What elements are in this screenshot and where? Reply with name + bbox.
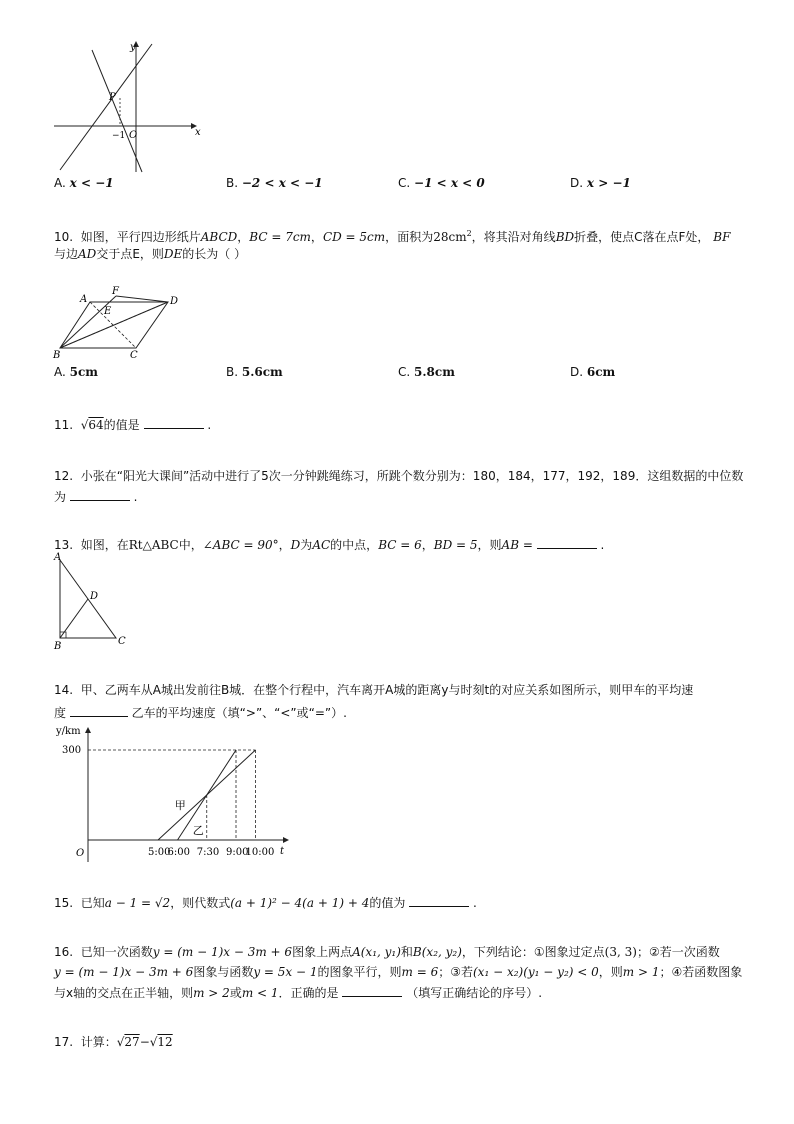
svg-text:E: E [104, 306, 112, 317]
q13-figure [50, 552, 140, 652]
svg-text:B: B [54, 641, 62, 652]
q14-xtick-2: 7:30 [196, 847, 220, 858]
q9-graph [50, 38, 210, 178]
q16-line-3: 与x轴的交点在正半轴，则m > 2或m < 1．正确的是 （填写正确结论的序号）. [54, 986, 543, 1000]
q13-answer-blank[interactable] [537, 536, 597, 549]
q14-ylabel: y/km [56, 726, 81, 737]
q16-line-1: 16. 已知一次函数y = (m − 1)x − 3m + 6图象上两点A(x₁, y₁)和B(x₂, y₂)，下列结论：①图象过定点(3, 3)；②若一次函数 [54, 945, 720, 959]
svg-text:A: A [54, 552, 62, 563]
q9-option-d[interactable]: D. x > −1 [570, 176, 631, 190]
q14-origin: O [76, 848, 85, 859]
q12-line-2: 为 . [54, 490, 138, 504]
q16-line-2: y = (m − 1)x − 3m + 6图象与函数y = 5x − 1的图象平行，则m = 6；③若(x₁ − x₂)(y₁ − y₂) < 0，则m > 1；④若函数图象 [54, 965, 743, 979]
q14-xtick-0: 5:00 [148, 847, 171, 858]
q9-y-label: y [130, 42, 136, 53]
q14-xtick-4: 10:00 [245, 847, 275, 858]
q16-answer-blank[interactable] [342, 984, 402, 997]
q11-sqrt: √64 [80, 418, 104, 432]
q12-answer-blank[interactable] [70, 488, 130, 501]
svg-text:F: F [112, 286, 119, 297]
q13: 13. 如图，在Rt△ABC中，∠ABC = 90°，D为AC的中点，BC = 6，BD = 5，则AB = . [54, 538, 605, 552]
q9-origin: O [129, 130, 138, 141]
q10-figure [50, 284, 190, 364]
q9-p-label: P [109, 92, 116, 103]
q10-option-a[interactable]: A. 5cm [54, 365, 98, 379]
q17-sqrt-2: √12 [149, 1035, 173, 1049]
q14-marks [88, 750, 274, 858]
q17: 17. 计算：√27−√12 [54, 1035, 173, 1049]
svg-text:C: C [130, 350, 138, 361]
q14-series-label-0: 甲 [174, 799, 186, 812]
q14-line-2: 度 乙车的平均速度（填“>”、“<”或“=”）. [54, 706, 347, 720]
q15: 15. 已知a − 1 = √2，则代数式(a + 1)² − 4(a + 1) + 4的值为 . [54, 896, 477, 910]
q14-xtick-3: 9:00 [226, 847, 249, 858]
svg-text:A: A [80, 294, 88, 305]
q14-xlabel: t [280, 846, 285, 857]
q9-tick: −1 [112, 131, 126, 141]
q10-line-2: 与边AD交于点E，则DE的长为（ ） [54, 247, 247, 261]
svg-text:C: C [118, 636, 126, 647]
q9-option-a[interactable]: A. x < −1 [54, 176, 114, 190]
q10-option-b[interactable]: B. 5.6cm [226, 365, 283, 379]
q14-series-label-1: 乙 [192, 824, 204, 837]
q11: 11. √64的值是 . [54, 418, 212, 432]
q14-answer-blank[interactable] [70, 704, 128, 717]
q9-option-b[interactable]: B. −2 < x < −1 [226, 176, 323, 190]
q14-ytick: 300 [62, 745, 82, 756]
svg-text:D: D [170, 296, 179, 307]
svg-text:B: B [53, 350, 61, 361]
q11-answer-blank[interactable] [144, 416, 204, 429]
q9-option-c[interactable]: C. −1 < x < 0 [398, 176, 485, 190]
q10-option-d[interactable]: D. 6cm [570, 365, 616, 379]
q10-line-1: 10. 如图，平行四边形纸片ABCD，BC = 7cm，CD = 5cm，面积为$28cm^2$，将其沿对角线BD折叠，使点C落在点F处， BF [54, 229, 731, 244]
q15-answer-blank[interactable] [409, 894, 469, 907]
q10-option-c[interactable]: C. 5.8cm [398, 365, 455, 379]
svg-text:D: D [90, 591, 99, 602]
q12-line-1: 12. 小张在“阳光大课间”活动中进行了5次一分钟跳绳练习，所跳个数分别为：180，184，177，192，189．这组数据的中位数 [54, 469, 744, 483]
q14-xtick-1: 6:00 [167, 847, 190, 858]
q14-chart [54, 722, 294, 864]
q17-sqrt-1: √27 [116, 1035, 140, 1049]
q9-line-rising [60, 44, 152, 170]
q14-line-1: 14. 甲、乙两车从A城出发前往B城．在整个行程中，汽车离开A城的距离y与时刻t的对应关系如图所示，则甲车的平均速 [54, 683, 694, 697]
q9-x-label: x [195, 127, 201, 138]
